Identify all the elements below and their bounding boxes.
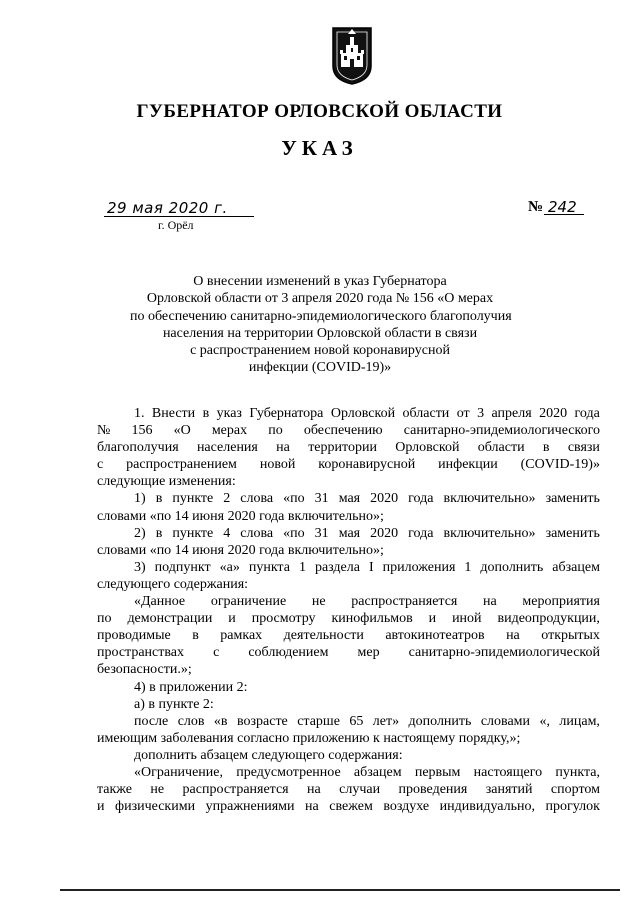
body-word: на	[483, 594, 497, 610]
body-word: в	[192, 628, 199, 644]
body-line	[97, 525, 600, 542]
body-word: демонстрации	[127, 611, 213, 627]
body-line	[97, 559, 600, 576]
body-word: области	[402, 406, 450, 421]
body-line	[97, 542, 600, 559]
body-word: дополнить	[480, 559, 544, 575]
body-word: проведения	[398, 782, 468, 798]
body-line	[97, 764, 600, 781]
body-word: по	[268, 423, 283, 439]
body-word: настоящего	[473, 764, 543, 780]
body-word: 2020	[370, 491, 399, 507]
body-word: новой	[259, 457, 296, 473]
number-underline	[544, 214, 584, 215]
body-line	[97, 439, 600, 456]
body-word: словами	[480, 713, 531, 729]
body-line	[97, 422, 600, 439]
body-word: по	[97, 611, 112, 627]
body-word: Внести	[151, 406, 196, 421]
body-word: абзацем	[353, 764, 402, 780]
body-word: распространяется	[182, 782, 289, 798]
body-word: и	[228, 611, 236, 627]
body-word: индивидуально,	[439, 799, 535, 815]
body-word: лицам,	[559, 713, 600, 729]
body-word: с	[213, 645, 220, 661]
body-word: имеющим заболевания согласно приложению к настоящему порядку,»;	[97, 730, 521, 746]
body-word: заменить	[545, 491, 600, 507]
body-line	[97, 696, 600, 713]
body-word: рамках	[220, 628, 263, 644]
body-word: автокинотеатров	[385, 628, 485, 644]
body-word: также	[97, 782, 133, 798]
body-word: 1	[298, 559, 306, 575]
body-line	[97, 798, 600, 815]
body-word: 3)	[134, 559, 146, 575]
body-word: связи	[567, 440, 600, 456]
body-line	[97, 661, 600, 678]
body-word: 2020	[539, 406, 568, 421]
body-word: 156	[131, 423, 153, 439]
body-word: слов	[177, 713, 205, 729]
body-word: 1	[464, 559, 472, 575]
body-word: в	[155, 491, 163, 507]
body-word: 1)	[134, 491, 146, 507]
title-line: населения на территории Орловской области в связи	[162, 325, 478, 341]
body-word: Орловской	[395, 440, 460, 456]
body-word: старше	[297, 713, 340, 729]
body-word: в	[155, 525, 163, 541]
body-word: указ	[216, 406, 242, 421]
body-word: прогулок	[545, 799, 600, 815]
body-word: случаи	[339, 782, 381, 798]
body-word: мероприятия	[522, 594, 600, 610]
body-word: 4) в приложении 2:	[134, 679, 248, 695]
body-word: обеспечению	[303, 423, 383, 439]
body-word: года	[408, 525, 434, 541]
body-word: I	[368, 559, 374, 575]
body-word: после	[134, 713, 169, 729]
body-word: 4	[223, 525, 231, 541]
body-word: в	[542, 440, 550, 456]
body-word: территории	[308, 440, 377, 456]
body-word: 2	[223, 491, 231, 507]
body-word: словами «по 14 июня 2020 года включительно»;	[97, 508, 384, 524]
body-word: просмотру	[251, 611, 316, 627]
body-word: мерах	[211, 423, 248, 439]
body-line	[97, 781, 600, 798]
body-line	[97, 593, 600, 610]
handwritten-date: 29 мая 2020 г.	[107, 199, 228, 217]
body-word: санитарно-эпидемиологической	[408, 645, 600, 661]
body-word: безопасности.»;	[97, 662, 192, 678]
body-word: включительно»	[443, 525, 536, 541]
body-word: следующего содержания:	[97, 576, 249, 592]
body-word: с	[97, 457, 104, 473]
body-word: 3	[477, 406, 485, 421]
body-line	[97, 576, 600, 593]
body-word: деятельности	[283, 628, 364, 644]
body-word: кинофильмов	[331, 611, 413, 627]
body-word: санитарно-эпидемиологического	[403, 423, 600, 439]
body-word: пункте	[172, 525, 214, 541]
body-word: не	[150, 782, 165, 798]
body-word: лет»	[372, 713, 400, 729]
date-underline	[104, 216, 254, 217]
body-word: мая	[338, 525, 361, 541]
body-word: области	[477, 440, 525, 456]
body-word: предусмотренное	[236, 764, 341, 780]
body-word: абзацем	[552, 559, 600, 575]
body-line	[97, 610, 600, 627]
body-word: мая	[338, 491, 361, 507]
body-word: следующие изменения:	[97, 474, 236, 490]
body-word: раздела	[314, 559, 360, 575]
body-word: пункте	[172, 491, 214, 507]
body-word: проводимые	[97, 628, 171, 644]
body-line	[97, 730, 600, 747]
body-word: на	[305, 799, 319, 815]
body-word: занятий	[485, 782, 533, 798]
body-word: 2)	[134, 525, 146, 541]
document-type: УКАЗ	[281, 136, 358, 160]
handwritten-number: 242	[548, 198, 577, 216]
body-line	[97, 679, 600, 696]
body-word: Орловской	[330, 406, 396, 421]
body-word: №	[97, 423, 111, 439]
body-word: воздухе	[383, 799, 430, 815]
body-word: первым	[414, 764, 461, 780]
body-word: инфекции	[438, 457, 498, 473]
body-word: благополучия	[97, 440, 179, 456]
body-line	[97, 627, 600, 644]
body-word: открытых	[541, 628, 600, 644]
orel-region-coat-of-arms-icon	[331, 26, 373, 86]
body-word: в	[202, 406, 210, 421]
decree-body	[97, 405, 600, 815]
body-word: подпункт	[154, 559, 211, 575]
body-word: на	[506, 628, 520, 644]
body-word: «Данное	[134, 594, 186, 610]
body-word: распространением	[126, 457, 237, 473]
body-word: возрасте	[236, 713, 288, 729]
body-word: «по	[283, 491, 305, 507]
number-sign: №	[528, 199, 544, 215]
body-word: «,	[539, 713, 550, 729]
body-word: (COVID-19)»	[520, 457, 600, 473]
body-word: заменить	[545, 525, 600, 541]
body-line	[97, 473, 600, 490]
body-word: слова	[240, 491, 274, 507]
body-word: соблюдением	[248, 645, 329, 661]
body-line	[97, 456, 600, 473]
body-word: апреля	[491, 406, 532, 421]
body-word: «а»	[219, 559, 240, 575]
body-line	[97, 405, 600, 422]
body-word: пункта	[248, 559, 290, 575]
body-word: включительно»	[443, 491, 536, 507]
body-word: пространствах	[97, 645, 185, 661]
title-line: по обеспечению санитарно-эпидемиологического благополучия	[130, 308, 512, 324]
body-word: 31	[314, 525, 329, 541]
body-word: распространяется	[351, 594, 458, 610]
body-word: а) в пункте 2:	[134, 696, 214, 712]
body-word: коронавирусной	[318, 457, 416, 473]
body-word: на	[276, 440, 290, 456]
title-line: с распространением новой коронавирусной	[190, 343, 450, 359]
body-word: «в	[213, 713, 228, 729]
body-word: на	[307, 782, 321, 798]
body-word: мер	[357, 645, 380, 661]
body-line	[97, 644, 600, 661]
body-word: дополнить	[408, 713, 472, 729]
body-word: не	[311, 594, 326, 610]
body-word: 31	[314, 491, 329, 507]
title-line: инфекции (COVID-19)»	[248, 360, 392, 376]
body-word: дополнить абзацем следующего содержания:	[134, 747, 403, 763]
body-line	[97, 713, 600, 730]
body-word: года	[574, 406, 600, 421]
body-word: физическими	[115, 799, 196, 815]
title-line: О внесении изменений в указ Губернатора	[193, 274, 447, 289]
body-word: 2020	[370, 525, 399, 541]
body-word: упражнениями	[205, 799, 295, 815]
body-word: и	[428, 611, 437, 627]
body-word: иной	[452, 611, 482, 627]
body-word: 1.	[134, 406, 145, 421]
body-line	[97, 490, 600, 507]
body-word: населения	[196, 440, 258, 456]
body-word: словами «по 14 июня 2020 года включительно»;	[97, 542, 384, 558]
body-word: приложения	[382, 559, 456, 575]
body-word: и	[97, 799, 105, 815]
body-word: ограничение	[210, 594, 287, 610]
body-word: пункта,	[555, 764, 600, 780]
issuing-authority: ГУБЕРНАТОР ОРЛОВСКОЙ ОБЛАСТИ	[136, 101, 503, 122]
body-word: Губернатора	[249, 406, 324, 421]
body-word: 65	[349, 713, 364, 729]
body-word: «Ограничение,	[134, 764, 224, 780]
body-line	[97, 747, 600, 764]
decree-title	[130, 273, 510, 377]
body-word: от	[456, 406, 470, 421]
body-word: свежем	[329, 799, 373, 815]
place-of-issue: г. Орёл	[158, 218, 194, 232]
page-bottom-rule	[60, 889, 620, 891]
body-word: спортом	[550, 782, 600, 798]
body-word: «О	[173, 423, 191, 439]
body-word: видеопродукции,	[497, 611, 600, 627]
body-word: года	[408, 491, 434, 507]
body-word: «по	[283, 525, 305, 541]
body-word: слова	[240, 525, 274, 541]
body-line	[97, 508, 600, 525]
title-line: Орловской области от 3 апреля 2020 года № 156 «О мерах	[146, 291, 494, 307]
